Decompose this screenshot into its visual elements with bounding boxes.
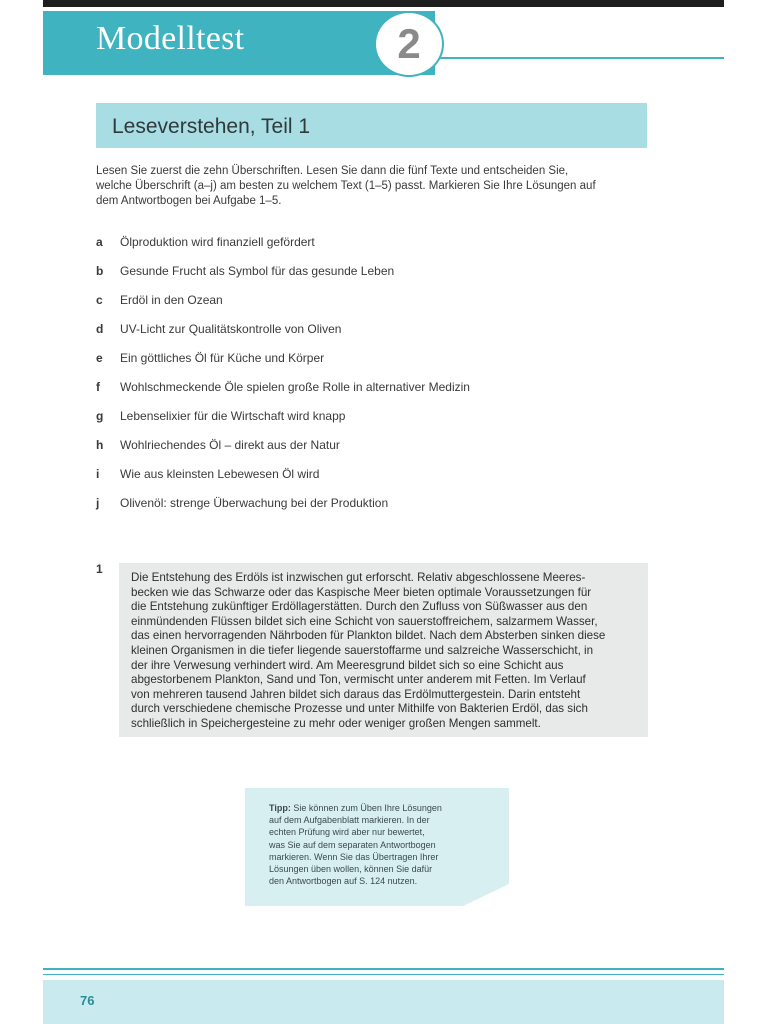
tip-line: echten Prüfung wird aber nur bewertet, xyxy=(269,827,425,838)
heading-letter: d xyxy=(96,322,104,336)
heading-text: Wie aus kleinsten Lebewesen Öl wird xyxy=(120,467,320,481)
heading-letter: i xyxy=(96,467,100,481)
top-bar xyxy=(43,0,724,7)
reading-text-line: abgestorbenem Plankton, Sand und Ton, vermischt unter anderem mit Fetten. Im Verlauf xyxy=(131,673,586,687)
heading-text: Ein göttliches Öl für Küche und Körper xyxy=(120,351,325,365)
heading-text: Erdöl in den Ozean xyxy=(120,293,223,307)
reading-text-line: schließlich in Speichergesteine zu mehr oder weniger großen Mengen sammelt. xyxy=(131,716,541,730)
tip-label: Tipp: xyxy=(269,803,291,813)
heading-letter: e xyxy=(96,351,103,365)
tip-text xyxy=(269,802,469,887)
tip-line: markieren. Wenn Sie das Übertragen Ihrer xyxy=(269,851,439,862)
footer-rule xyxy=(43,968,724,970)
reading-text-line: von mehreren tausend Jahren bildet sich daraus das Erdölmuttergestein. Darin entsteht xyxy=(131,687,581,701)
page-title: Modelltest xyxy=(96,20,245,57)
tip-line: Lösungen üben wollen, können Sie dafür xyxy=(269,864,433,875)
text-number: 1 xyxy=(96,562,103,576)
heading-text: Wohlschmeckende Öle spielen große Rolle in alternativer Medizin xyxy=(120,380,470,394)
heading-letter: j xyxy=(96,496,100,510)
heading-letter: h xyxy=(96,438,104,452)
footer-band xyxy=(43,980,724,1024)
reading-text-line: kleinen Organismen in die tiefer liegende sauerstoffarme und salzreiche Wasserschicht, in xyxy=(131,643,594,657)
heading-letter: c xyxy=(96,293,103,307)
reading-text xyxy=(131,571,636,732)
instructions-line: welche Überschrift (a–j) am besten zu welchem Text (1–5) passt. Markieren Sie Ihre Lösungen auf xyxy=(96,180,596,192)
reading-text-line: durch verschiedene chemische Prozesse und unter Mithilfe von Bakterien Erdöl, das sich xyxy=(131,702,588,716)
heading-letter: f xyxy=(96,380,100,394)
instructions xyxy=(96,164,646,209)
reading-text-line: die Entstehung zukünftiger Erdöllagerstätten. Durch den Zufluss von Süßwasser aus den xyxy=(131,600,588,614)
heading-text: Gesunde Frucht als Symbol für das gesunde Leben xyxy=(120,264,395,278)
instructions-line: Lesen Sie zuerst die zehn Überschriften. Lesen Sie dann die fünf Texte und entscheiden Sie, xyxy=(96,165,569,177)
reading-text-line: Die Entstehung des Erdöls ist inzwischen gut erforscht. Relativ abgeschlossene Meeres- xyxy=(131,571,586,584)
heading-text: Olivenöl: strenge Überwachung bei der Produktion xyxy=(120,496,389,510)
heading-text: Lebenselixier für die Wirtschaft wird knapp xyxy=(120,409,346,423)
reading-text-box xyxy=(119,563,648,737)
tip-line: den Antwortbogen auf S. 124 nutzen. xyxy=(269,876,418,887)
heading-letter: g xyxy=(96,409,104,423)
section-title: Leseverstehen, Teil 1 xyxy=(112,115,311,138)
test-number-badge: 2 xyxy=(374,11,444,77)
heading-letter: a xyxy=(96,235,103,249)
page-curl-corner xyxy=(463,884,509,906)
heading-letter: b xyxy=(96,264,104,278)
reading-text-line: einmündenden Flüssen bildet sich eine Schicht von sauerstoffreichem, salzarmem Wasser, xyxy=(131,614,598,628)
tip-line: was Sie auf dem separaten Antwortbogen xyxy=(269,839,436,850)
tip-box xyxy=(245,788,509,906)
tip-line: Sie können zum Üben Ihre Lösungen xyxy=(290,803,442,813)
page-number: 76 xyxy=(80,993,95,1008)
header-rule xyxy=(435,57,724,59)
reading-text-line: das einen hervorragenden Nährboden für Plankton bildet. Nach dem Absterben sinken diese xyxy=(131,629,606,643)
heading-text: UV-Licht zur Qualitätskontrolle von Oliven xyxy=(120,322,342,336)
footer-rule xyxy=(43,974,724,975)
instructions-line: dem Antwortbogen bei Aufgabe 1–5. xyxy=(96,195,282,207)
tip-line: auf dem Aufgabenblatt markieren. In der xyxy=(269,815,430,826)
heading-text: Wohlriechendes Öl – direkt aus der Natur xyxy=(120,438,340,452)
reading-text-line: der ihre Verwesung verhindert wird. Am Meeresgrund bildet sich so eine Schicht aus xyxy=(131,658,564,672)
heading-text: Ölproduktion wird finanziell gefördert xyxy=(120,235,315,249)
reading-text-line: becken wie das Schwarze oder das Kaspische Meer bieten optimale Voraussetzungen für xyxy=(131,585,592,599)
